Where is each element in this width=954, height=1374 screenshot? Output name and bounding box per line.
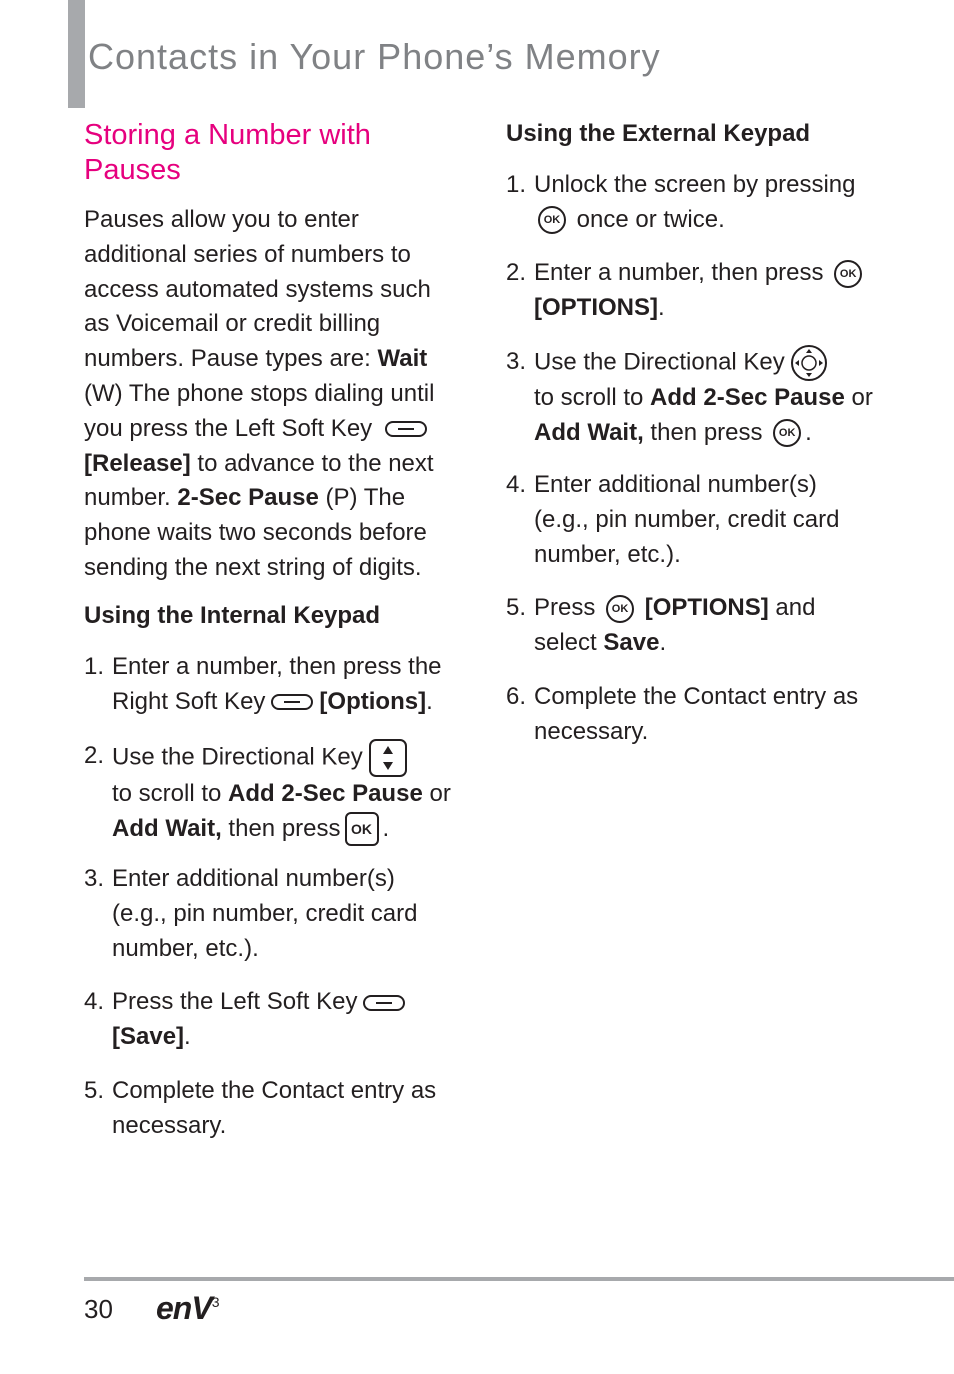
external-step-3: 3. Use the Directional Key to scroll to Add 2-Sec Pause or Add Wait, then press OK . <box>506 345 886 450</box>
internal-step-2: 2. Use the Directional Key to scroll to Add 2-Sec Pause or Add Wait, then press OK . <box>84 739 454 844</box>
internal-step-4: 4. Press the Left Soft Key [Save]. <box>84 985 454 1055</box>
intro-paragraph: Pauses allow you to enter additional series of numbers to access automated systems such as Voicemail or credit billing numbers. Pause types are: Wait (W) The phone stops dialing until you press the Left Soft Key [Release] to advance to the next number. 2-Sec Pause (P) The phone waits two seconds before sending the next string of digits. <box>84 206 435 581</box>
external-step-1: 1. Unlock the screen by pressing OK once or twice. <box>506 171 856 233</box>
ok-key-icon: OK <box>834 260 862 288</box>
ok-key-icon: OK <box>606 595 634 623</box>
page-title: Contacts in Your Phone’s Memory <box>88 36 661 77</box>
internal-keypad-heading: Using the Internal Keypad <box>84 602 381 629</box>
header-bar <box>68 0 85 108</box>
ok-key-icon: OK <box>773 419 801 447</box>
logo-text: enV <box>156 1290 212 1326</box>
section-heading: Storing a Number with Pauses <box>84 119 371 186</box>
right-soft-key-icon <box>271 694 313 710</box>
up-down-directional-key-icon <box>369 739 407 777</box>
internal-step-3: 3. Enter additional number(s) (e.g., pin number, credit card number, etc.). <box>84 865 418 962</box>
logo-superscript: 3 <box>211 1293 220 1310</box>
left-soft-key-icon <box>363 995 405 1011</box>
external-step-6: 6. Complete the Contact entry as necessary. <box>506 683 859 745</box>
internal-step-1: 1. Enter a number, then press the Right Soft Key [Options]. <box>84 653 442 715</box>
footer-rule <box>84 1277 954 1281</box>
ok-key-icon: OK <box>538 206 566 234</box>
external-keypad-heading: Using the External Keypad <box>506 120 811 147</box>
left-soft-key-icon <box>385 421 427 437</box>
directional-key-icon <box>791 345 827 381</box>
internal-step-5: 5. Complete the Contact entry as necessary. <box>84 1077 437 1139</box>
external-step-2: 2. Enter a number, then press OK [OPTIONS]. <box>506 256 886 326</box>
page-number: 30 <box>84 1294 113 1324</box>
ok-key-icon: OK <box>345 812 379 846</box>
env3-logo <box>156 1290 236 1330</box>
external-step-5: 5. Press OK [OPTIONS] and select Save. <box>506 594 816 656</box>
external-step-4: 4. Enter additional number(s) (e.g., pin number, credit card number, etc.). <box>506 471 840 568</box>
